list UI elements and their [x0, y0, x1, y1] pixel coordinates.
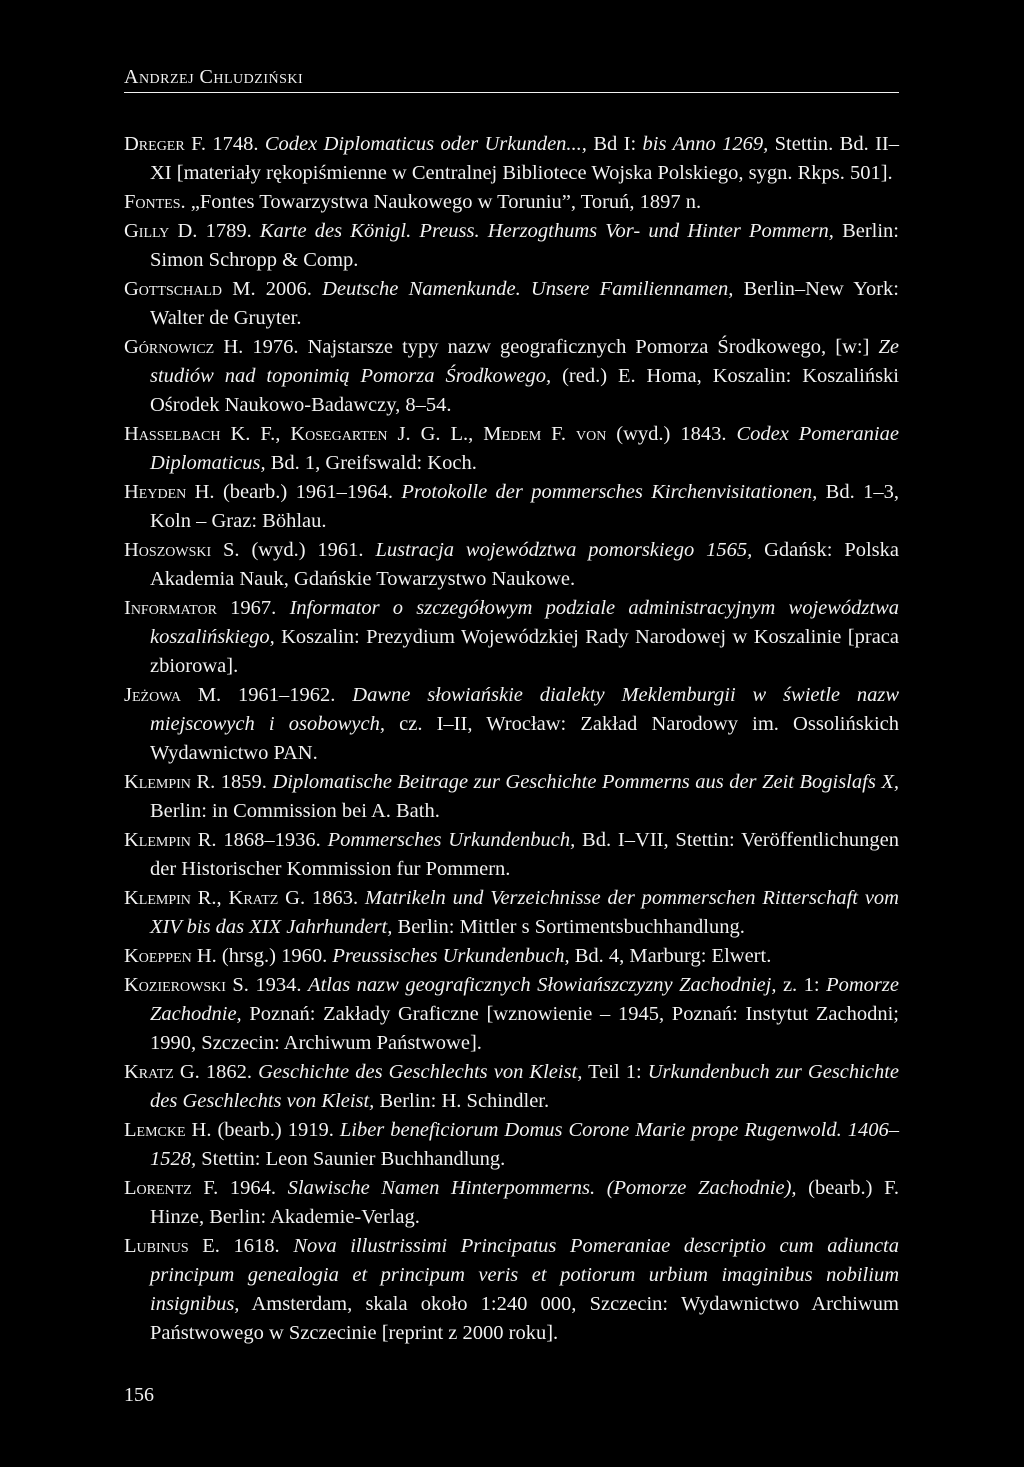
- entry-author: Klempin: [124, 771, 191, 793]
- entry-author: Lemcke: [124, 1119, 186, 1141]
- entry-text: R. 1868–1936.: [190, 829, 328, 851]
- entry-title: Lustracja województwa pomorskiego 1565,: [375, 539, 753, 561]
- bibliography-list: [124, 130, 899, 1348]
- bibliography-entry: [124, 1116, 899, 1174]
- entry-text: Koszalin: Prezydium Wojewódzkiej Rady Narodowej w Koszalinie [praca zbiorowa].: [150, 626, 899, 677]
- entry-author: Klempin: [124, 829, 191, 851]
- entry-text: Bd. 4, Marburg: Elwert.: [569, 945, 772, 967]
- entry-author: Hoszowski: [124, 539, 212, 561]
- bibliography-entry: [124, 826, 899, 884]
- entry-text: Teil 1:: [582, 1061, 648, 1083]
- entry-author: Dreger: [124, 133, 185, 155]
- entry-text: Berlin: Simon Schropp & Comp.: [150, 220, 899, 271]
- entry-text: H. 1976. Najstarsze typy nazw geograficznych Pomorza Środkowego, [w:]: [214, 336, 879, 358]
- running-title: Andrzej Chludziński: [124, 66, 304, 88]
- entry-text: K. F.,: [220, 423, 291, 445]
- entry-title: Preussisches Urkundenbuch,: [332, 945, 570, 967]
- entry-author: Fontes: [124, 191, 181, 213]
- entry-text: Berlin: in Commission bei A. Bath.: [150, 800, 440, 822]
- entry-author: Kosegarten: [290, 423, 388, 445]
- bibliography-entry: [124, 420, 899, 478]
- entry-title: Nova illustrissimi Principatus Pomeraniae descriptio cum adiuncta principum genealogia et principum veris et potiorum urbium imaginibus nobilium insignibus,: [150, 1235, 899, 1315]
- bibliography-entry: [124, 536, 899, 594]
- entry-text: F.: [541, 423, 576, 445]
- bibliography-entry: [124, 188, 899, 217]
- entry-text: Bd. 1–3, Koln – Graz: Böhlau.: [150, 481, 899, 532]
- entry-text: Bd. 1, Greifswald: Koch.: [265, 452, 477, 474]
- entry-text: D. 1789.: [169, 220, 260, 242]
- entry-author: Informator: [124, 597, 217, 619]
- entry-text: Gdańsk: Polska Akademia Nauk, Gdańskie Towarzystwo Naukowe.: [150, 539, 899, 590]
- entry-text: R. 1859.: [190, 771, 273, 793]
- entry-author: Kratz: [124, 1061, 174, 1083]
- entry-text: S. (wyd.) 1961.: [211, 539, 376, 561]
- entry-title: Matrikeln und Verzeichnisse der pommerschen Ritterschaft vom XIV bis das XIX Jahrhundert,: [150, 887, 899, 938]
- bibliography-entry: [124, 478, 899, 536]
- entry-title: Dawne słowiańskie dialekty Meklemburgii w świetle nazw miejscowych i osobowych,: [150, 684, 899, 735]
- entry-text: R.,: [190, 887, 229, 909]
- entry-author: Heyden: [124, 481, 187, 503]
- bibliography-entry: [124, 594, 899, 681]
- entry-title: Protokolle der pommersches Kirchenvisitationen,: [401, 481, 818, 503]
- entry-text: Stettin. Bd. II–XI [materiały rękopiśmienne w Centralnej Bibliotece Wojska Polskiego, sygn. Rkps. 501].: [150, 133, 900, 184]
- entry-text: S. 1934.: [225, 974, 309, 996]
- bibliography-entry: [124, 971, 899, 1058]
- entry-text: Poznań: Zakłady Graficzne [wznowienie – 1945, Poznań: Instytut Zachodni; 1990, Szczecin: Archiwum Państwowe].: [150, 1003, 899, 1054]
- entry-title: Urkundenbuch zur Geschichte des Geschlechts von Kleist,: [150, 1061, 899, 1112]
- entry-text: F. 1964.: [191, 1177, 288, 1199]
- entry-text: Berlin–New York: Walter de Gruyter.: [150, 278, 899, 329]
- entry-text: z. 1:: [776, 974, 827, 996]
- entry-text: 1967.: [216, 597, 290, 619]
- entry-title: Atlas nazw geograficznych Słowiańszczyzny Zachodniej,: [308, 974, 777, 996]
- entry-author: Hasselbach: [124, 423, 221, 445]
- entry-author: Kozierowski: [124, 974, 226, 996]
- entry-title: Ze studiów nad toponimią Pomorza Środkowego,: [150, 336, 899, 387]
- entry-text: (red.) E. Homa, Koszalin: Koszaliński Ośrodek Naukowo-Badawczy, 8–54.: [150, 365, 899, 416]
- entry-title: Informator o szczegółowym podziale administracyjnym województwa koszalińskiego,: [150, 597, 900, 648]
- entry-author: Klempin: [124, 887, 191, 909]
- entry-text: M. 1961–1962.: [180, 684, 353, 706]
- page-number: 156: [124, 1384, 154, 1406]
- entry-title: Geschichte des Geschlechts von Kleist,: [258, 1061, 583, 1083]
- entry-author: Jeżowa: [124, 684, 181, 706]
- bibliography-entry: [124, 768, 899, 826]
- entry-author: Gottschald: [124, 278, 223, 300]
- entry-title: Pomorze Zachodnie,: [150, 974, 899, 1025]
- entry-author: Kratz: [228, 887, 279, 909]
- entry-text: Bd I:: [593, 133, 643, 155]
- entry-author: Górnowicz: [124, 336, 215, 358]
- bibliography-entry: [124, 217, 899, 275]
- entry-title: bis Anno 1269,: [642, 133, 769, 155]
- entry-text: J. G. L.,: [387, 423, 484, 445]
- bibliography-entry: [124, 942, 899, 971]
- bibliography-entry: [124, 1232, 899, 1348]
- entry-title: Slawische Namen Hinterpommerns. (Pomorze Zachodnie),: [287, 1177, 797, 1199]
- entry-text: Stettin: Leon Saunier Buchhandlung.: [196, 1148, 506, 1170]
- running-header: [124, 66, 899, 93]
- entry-text: Bd. I–VII, Stettin: Veröffentlichungen der Historischer Kommission fur Pommern.: [150, 829, 899, 880]
- entry-text: Berlin: Mittler s Sortimentsbuchhandlung.: [392, 916, 745, 938]
- entry-text: G. 1862.: [173, 1061, 259, 1083]
- entry-text: (wyd.) 1843.: [606, 423, 737, 445]
- entry-title: Karte des Königl. Preuss. Herzogthums Vor- und Hinter Pommern,: [259, 220, 834, 242]
- entry-text: cz. I–II, Wrocław: Zakład Narodowy im. Ossolińskich Wydawnictwo PAN.: [150, 713, 899, 764]
- bibliography-entry: [124, 884, 899, 942]
- entry-title: Codex Diplomaticus oder Urkunden...,: [264, 133, 594, 155]
- bibliography-entry: [124, 1174, 899, 1232]
- bibliography-entry: [124, 333, 899, 420]
- entry-author: Koeppen: [124, 945, 192, 967]
- bibliography-entry: [124, 681, 899, 768]
- entry-text: Berlin: H. Schindler.: [374, 1090, 550, 1112]
- entry-author: Lubinus: [124, 1235, 189, 1257]
- entry-title: Liber beneficiorum Domus Corone Marie prope Rugenwold. 1406–1528,: [150, 1119, 899, 1170]
- bibliography-entry: [124, 1058, 899, 1116]
- entry-author: Gilly: [124, 220, 170, 242]
- entry-text: Amsterdam, skala około 1:240 000, Szczecin: Wydawnictwo Archiwum Państwowego w Szczecinie [reprint z 2000 roku].: [150, 1293, 899, 1344]
- entry-text: F. 1748.: [184, 133, 265, 155]
- entry-author: von: [575, 423, 607, 445]
- entry-text: H. (hrsg.) 1960.: [191, 945, 333, 967]
- entry-text: . „Fontes Towarzystwa Naukowego w Toruniu”, Toruń, 1897 n.: [180, 191, 702, 213]
- entry-text: M. 2006.: [222, 278, 323, 300]
- entry-author: Lorentz: [124, 1177, 192, 1199]
- entry-text: H. (bearb.) 1919.: [185, 1119, 340, 1141]
- bibliography-entry: [124, 275, 899, 333]
- entry-title: Pommersches Urkundenbuch,: [327, 829, 576, 851]
- entry-author: Medem: [483, 423, 542, 445]
- entry-title: Codex Pomeraniae Diplomaticus,: [150, 423, 899, 474]
- entry-title: Deutsche Namenkunde. Unsere Familiennamen,: [322, 278, 734, 300]
- entry-text: H. (bearb.) 1961–1964.: [186, 481, 402, 503]
- entry-title: Diplomatische Beitrage zur Geschichte Pommerns aus der Zeit Bogislafs X,: [272, 771, 899, 793]
- entry-text: G. 1863.: [278, 887, 365, 909]
- entry-text: (bearb.) F. Hinze, Berlin: Akademie-Verlag.: [150, 1177, 900, 1228]
- bibliography-entry: [124, 130, 899, 188]
- entry-text: E. 1618.: [188, 1235, 294, 1257]
